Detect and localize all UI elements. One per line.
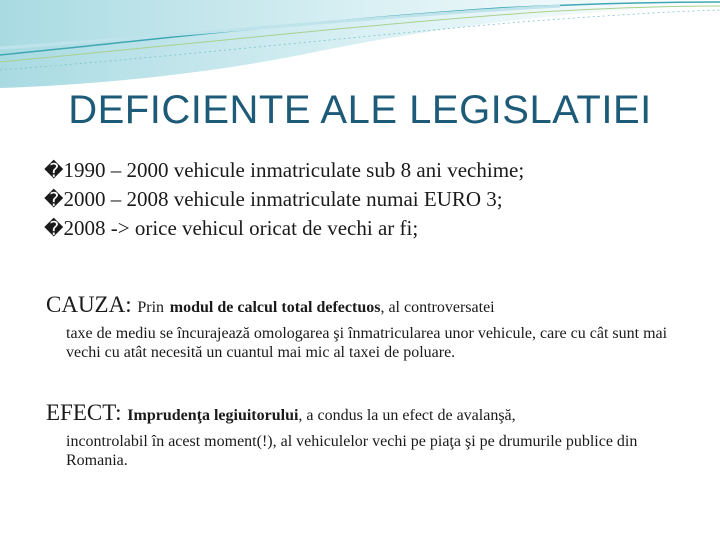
efect-paragraph <box>46 400 686 470</box>
efect-lead-rest: , a condus la un efect de avalanşă, <box>298 407 516 424</box>
efect-continuation: incontrolabil în acest moment(!), al vehiculelor vechi pe piaţa şi pe drumurile publice din Romania. <box>66 433 638 469</box>
cauza-lead-text: Prin <box>137 299 165 316</box>
bullet-list <box>44 156 704 243</box>
cauza-paragraph <box>46 292 686 362</box>
bullet-text: 2008 -> orice vehicul oricat de vechi ar fi; <box>63 216 419 240</box>
bullet-marker-icon: � <box>44 160 64 182</box>
cauza-lead-bold: modul de calcul total defectuos <box>169 299 381 316</box>
cauza-continuation: taxe de mediu se încurajează omologarea şi înmatricularea unor vehicule, care cu cât sunt mai vechi cu atât necesită un cuantul mai mic al taxei de poluare. <box>66 325 668 361</box>
bullet-item <box>44 156 704 185</box>
efect-label: EFECT: <box>46 400 122 425</box>
bullet-text: 2000 – 2008 vehicule inmatriculate numai EURO 3; <box>63 187 503 211</box>
bullet-marker-icon: � <box>44 189 64 211</box>
bullet-item <box>44 185 704 214</box>
bullet-text: 1990 – 2000 vehicule inmatriculate sub 8 ani vechime; <box>63 158 525 182</box>
efect-lead-bold: Imprudenţa legiuitorului <box>127 407 299 424</box>
bullet-item <box>44 214 704 243</box>
cauza-lead-rest: , al controversatei <box>380 299 495 316</box>
bullet-marker-icon: � <box>44 218 64 240</box>
slide-title: DEFICIENTE ALE LEGISLATIEI <box>68 88 652 132</box>
cauza-label: CAUZA: <box>46 292 132 317</box>
